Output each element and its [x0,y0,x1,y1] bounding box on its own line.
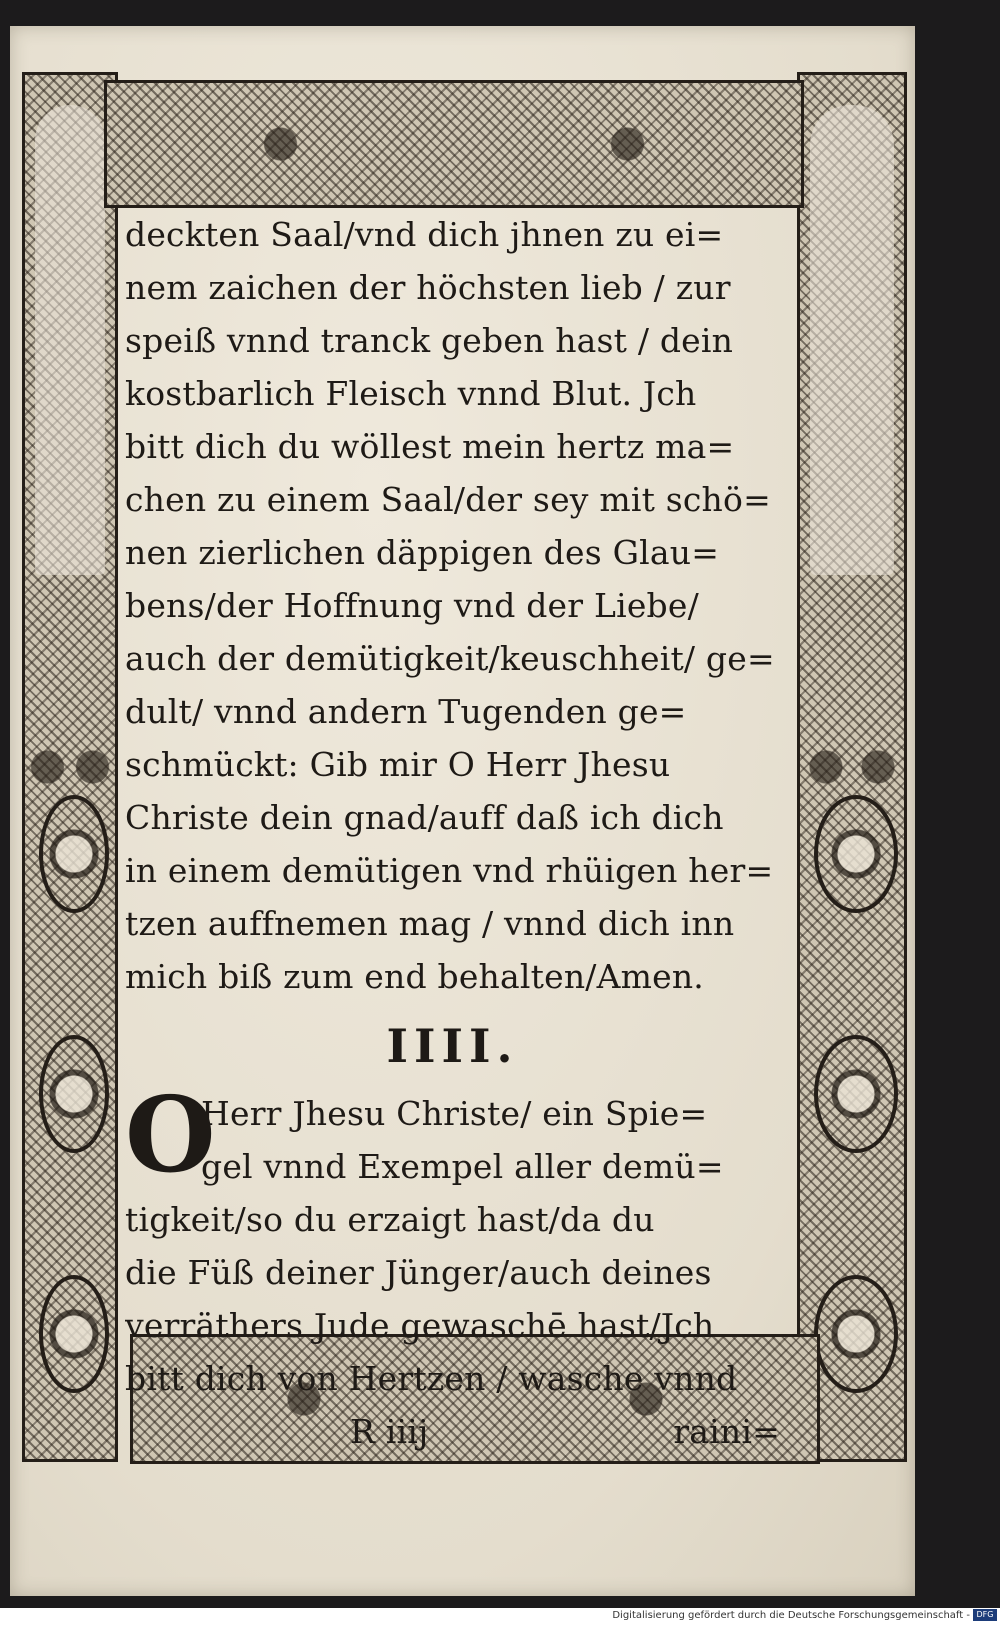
text-line: bitt dich von Hertzen / wasche vnnd [125,1359,738,1398]
text-line: die Füß deiner Jünger/auch deines [125,1253,712,1292]
signature-mark: R iiij [350,1412,429,1451]
text-line: dult/ vnnd andern Tugenden ge= [125,692,687,731]
left-ornament-medallion [39,1035,109,1153]
text-line: speiß vnnd tranck geben hast / dein [125,321,734,360]
text-line: kostbarlich Fleisch vnnd Blut. Jch [125,374,697,413]
right-ornament-medallion [814,1275,898,1393]
text-line: chen zu einem Saal/der sey mit schö= [125,480,771,519]
text-line: bens/der Hoffnung vnd der Liebe/ [125,586,699,625]
section-heading: IIII. [386,1019,519,1073]
prayer-text [125,208,780,1458]
text-line: in einem demütigen vnd rhüigen her= [125,851,774,890]
right-pillar-ornament [797,72,907,1462]
text-line: Christe dein gnad/auff daß ich dich [125,798,724,837]
dfg-logo: DFG [973,1609,997,1621]
left-ornament-medallion [39,795,109,913]
left-pillar-ornament [22,72,118,1462]
text-line: nen zierlichen däppigen des Glau= [125,533,720,572]
text-line: tigkeit/so du erzaigt hast/da du [125,1200,655,1239]
top-ornament-band [104,80,804,208]
right-ornament-medallion [814,1035,898,1153]
text-line: schmückt: Gib mir O Herr Jhesu [125,745,671,784]
funding-credit: Digitalisierung gefördert durch die Deutsche Forschungsgemeinschaft - [612,1610,970,1621]
text-line: nem zaichen der höchsten lieb / zur [125,268,731,307]
right-figure-illustration [810,105,894,575]
catchword: raini= [673,1412,780,1451]
text-line: mich biß zum end behalten/Amen. [125,957,704,996]
text-line: tzen auffnemen mag / vnnd dich inn [125,904,735,943]
dropcap-initial: O [125,1073,216,1196]
text-line: gel vnnd Exempel aller demü= [201,1147,724,1186]
text-line: verräthers Jude gewaschē hast/Jch [125,1306,715,1345]
dropcap-paragraph [125,1073,780,1458]
right-ornament-medallion [814,795,898,913]
text-line: bitt dich du wöllest mein hertz ma= [125,427,735,466]
text-line: auch der demütigkeit/keuschheit/ ge= [125,639,775,678]
book-page [10,26,915,1596]
signature-line [125,1405,780,1458]
left-ornament-medallion [39,1275,109,1393]
text-line: Herr Jhesu Christe/ ein Spie= [201,1094,708,1133]
text-line: deckten Saal/vnd dich jhnen zu ei= [125,215,724,254]
left-figure-illustration [35,105,105,575]
